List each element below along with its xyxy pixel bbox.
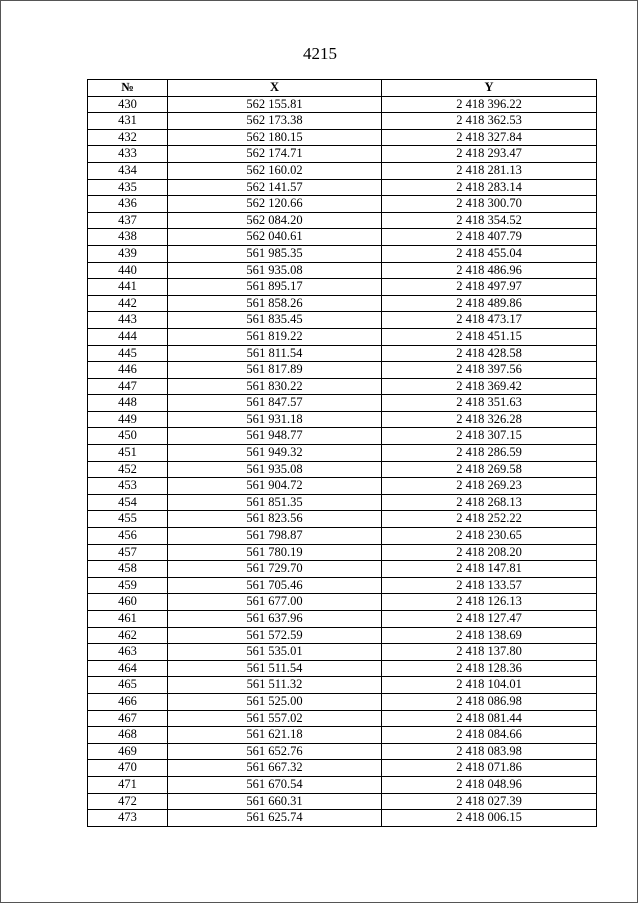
y-coordinate-cell: 2 418 307.15 <box>382 428 597 445</box>
y-coordinate-cell: 2 418 071.86 <box>382 760 597 777</box>
y-coordinate-cell: 2 418 128.36 <box>382 660 597 677</box>
table-row <box>88 279 597 296</box>
table-row <box>88 511 597 528</box>
header-x: X <box>168 80 382 97</box>
table-row <box>88 461 597 478</box>
point-number-cell: 456 <box>88 528 168 545</box>
point-number-cell: 445 <box>88 345 168 362</box>
y-coordinate-cell: 2 418 104.01 <box>382 677 597 694</box>
table-row <box>88 162 597 179</box>
x-coordinate-cell: 561 511.32 <box>168 677 382 694</box>
point-number-cell: 434 <box>88 162 168 179</box>
y-coordinate-cell: 2 418 327.84 <box>382 129 597 146</box>
table-row <box>88 378 597 395</box>
table-row <box>88 727 597 744</box>
header-y: Y <box>382 80 597 97</box>
x-coordinate-cell: 562 040.61 <box>168 229 382 246</box>
table-header-row <box>88 80 597 97</box>
x-coordinate-cell: 561 535.01 <box>168 644 382 661</box>
table-row <box>88 710 597 727</box>
table-row <box>88 362 597 379</box>
table-row <box>88 528 597 545</box>
table-row <box>88 345 597 362</box>
x-coordinate-cell: 561 557.02 <box>168 710 382 727</box>
y-coordinate-cell: 2 418 086.98 <box>382 693 597 710</box>
table-body <box>88 96 597 826</box>
y-coordinate-cell: 2 418 127.47 <box>382 611 597 628</box>
y-coordinate-cell: 2 418 137.80 <box>382 644 597 661</box>
y-coordinate-cell: 2 418 489.86 <box>382 295 597 312</box>
y-coordinate-cell: 2 418 147.81 <box>382 561 597 578</box>
point-number-cell: 457 <box>88 544 168 561</box>
point-number-cell: 433 <box>88 146 168 163</box>
y-coordinate-cell: 2 418 300.70 <box>382 196 597 213</box>
table-row <box>88 328 597 345</box>
table-row <box>88 793 597 810</box>
x-coordinate-cell: 561 847.57 <box>168 395 382 412</box>
point-number-cell: 451 <box>88 445 168 462</box>
point-number-cell: 439 <box>88 245 168 262</box>
x-coordinate-cell: 561 621.18 <box>168 727 382 744</box>
table-row <box>88 312 597 329</box>
y-coordinate-cell: 2 418 006.15 <box>382 810 597 827</box>
point-number-cell: 455 <box>88 511 168 528</box>
y-coordinate-cell: 2 418 351.63 <box>382 395 597 412</box>
table-row <box>88 494 597 511</box>
point-number-cell: 431 <box>88 113 168 130</box>
x-coordinate-cell: 561 652.76 <box>168 743 382 760</box>
y-coordinate-cell: 2 418 083.98 <box>382 743 597 760</box>
x-coordinate-cell: 561 935.08 <box>168 461 382 478</box>
table-row <box>88 96 597 113</box>
point-number-cell: 448 <box>88 395 168 412</box>
page-number: 4215 <box>303 44 337 63</box>
x-coordinate-cell: 562 120.66 <box>168 196 382 213</box>
point-number-cell: 468 <box>88 727 168 744</box>
header-number: № <box>88 80 168 97</box>
point-number-cell: 449 <box>88 411 168 428</box>
table-row <box>88 776 597 793</box>
x-coordinate-cell: 562 155.81 <box>168 96 382 113</box>
x-coordinate-cell: 561 780.19 <box>168 544 382 561</box>
x-coordinate-cell: 561 830.22 <box>168 378 382 395</box>
y-coordinate-cell: 2 418 396.22 <box>382 96 597 113</box>
y-coordinate-cell: 2 418 486.96 <box>382 262 597 279</box>
point-number-cell: 440 <box>88 262 168 279</box>
x-coordinate-cell: 561 705.46 <box>168 577 382 594</box>
x-coordinate-cell: 561 819.22 <box>168 328 382 345</box>
point-number-cell: 450 <box>88 428 168 445</box>
x-coordinate-cell: 561 798.87 <box>168 528 382 545</box>
x-coordinate-cell: 561 949.32 <box>168 445 382 462</box>
point-number-cell: 452 <box>88 461 168 478</box>
y-coordinate-cell: 2 418 326.28 <box>382 411 597 428</box>
point-number-cell: 469 <box>88 743 168 760</box>
x-coordinate-cell: 561 904.72 <box>168 478 382 495</box>
x-coordinate-cell: 561 931.18 <box>168 411 382 428</box>
table-row <box>88 594 597 611</box>
table-row <box>88 693 597 710</box>
y-coordinate-cell: 2 418 133.57 <box>382 577 597 594</box>
x-coordinate-cell: 561 572.59 <box>168 627 382 644</box>
point-number-cell: 432 <box>88 129 168 146</box>
table-row <box>88 411 597 428</box>
point-number-cell: 461 <box>88 611 168 628</box>
y-coordinate-cell: 2 418 473.17 <box>382 312 597 329</box>
y-coordinate-cell: 2 418 208.20 <box>382 544 597 561</box>
table-row <box>88 428 597 445</box>
point-number-cell: 441 <box>88 279 168 296</box>
table-row <box>88 743 597 760</box>
y-coordinate-cell: 2 418 269.23 <box>382 478 597 495</box>
table-row <box>88 577 597 594</box>
point-number-cell: 442 <box>88 295 168 312</box>
point-number-cell: 459 <box>88 577 168 594</box>
point-number-cell: 472 <box>88 793 168 810</box>
x-coordinate-cell: 561 511.54 <box>168 660 382 677</box>
table-row <box>88 262 597 279</box>
x-coordinate-cell: 562 174.71 <box>168 146 382 163</box>
point-number-cell: 473 <box>88 810 168 827</box>
table-row <box>88 295 597 312</box>
x-coordinate-cell: 561 817.89 <box>168 362 382 379</box>
point-number-cell: 444 <box>88 328 168 345</box>
point-number-cell: 470 <box>88 760 168 777</box>
y-coordinate-cell: 2 418 048.96 <box>382 776 597 793</box>
point-number-cell: 446 <box>88 362 168 379</box>
y-coordinate-cell: 2 418 428.58 <box>382 345 597 362</box>
x-coordinate-cell: 561 985.35 <box>168 245 382 262</box>
table-row <box>88 395 597 412</box>
y-coordinate-cell: 2 418 230.65 <box>382 528 597 545</box>
table-row <box>88 760 597 777</box>
x-coordinate-cell: 562 084.20 <box>168 212 382 229</box>
x-coordinate-cell: 561 823.56 <box>168 511 382 528</box>
x-coordinate-cell: 561 677.00 <box>168 594 382 611</box>
x-coordinate-cell: 561 835.45 <box>168 312 382 329</box>
point-number-cell: 464 <box>88 660 168 677</box>
y-coordinate-cell: 2 418 407.79 <box>382 229 597 246</box>
point-number-cell: 430 <box>88 96 168 113</box>
y-coordinate-cell: 2 418 293.47 <box>382 146 597 163</box>
point-number-cell: 438 <box>88 229 168 246</box>
table-row <box>88 229 597 246</box>
x-coordinate-cell: 561 660.31 <box>168 793 382 810</box>
point-number-cell: 447 <box>88 378 168 395</box>
point-number-cell: 453 <box>88 478 168 495</box>
point-number-cell: 463 <box>88 644 168 661</box>
y-coordinate-cell: 2 418 281.13 <box>382 162 597 179</box>
x-coordinate-cell: 561 948.77 <box>168 428 382 445</box>
y-coordinate-cell: 2 418 268.13 <box>382 494 597 511</box>
x-coordinate-cell: 561 525.00 <box>168 693 382 710</box>
y-coordinate-cell: 2 418 451.15 <box>382 328 597 345</box>
x-coordinate-cell: 562 173.38 <box>168 113 382 130</box>
table-row <box>88 561 597 578</box>
y-coordinate-cell: 2 418 269.58 <box>382 461 597 478</box>
table-row <box>88 179 597 196</box>
point-number-cell: 467 <box>88 710 168 727</box>
point-number-cell: 435 <box>88 179 168 196</box>
x-coordinate-cell: 562 180.15 <box>168 129 382 146</box>
point-number-cell: 465 <box>88 677 168 694</box>
table-row <box>88 113 597 130</box>
x-coordinate-cell: 561 667.32 <box>168 760 382 777</box>
table-row <box>88 677 597 694</box>
table-row <box>88 627 597 644</box>
y-coordinate-cell: 2 418 286.59 <box>382 445 597 462</box>
y-coordinate-cell: 2 418 027.39 <box>382 793 597 810</box>
x-coordinate-cell: 561 935.08 <box>168 262 382 279</box>
point-number-cell: 454 <box>88 494 168 511</box>
x-coordinate-cell: 561 895.17 <box>168 279 382 296</box>
point-number-cell: 443 <box>88 312 168 329</box>
table-row <box>88 196 597 213</box>
y-coordinate-cell: 2 418 354.52 <box>382 212 597 229</box>
table-row <box>88 611 597 628</box>
y-coordinate-cell: 2 418 081.44 <box>382 710 597 727</box>
point-number-cell: 437 <box>88 212 168 229</box>
y-coordinate-cell: 2 418 126.13 <box>382 594 597 611</box>
x-coordinate-cell: 561 625.74 <box>168 810 382 827</box>
point-number-cell: 471 <box>88 776 168 793</box>
x-coordinate-cell: 561 670.54 <box>168 776 382 793</box>
point-number-cell: 466 <box>88 693 168 710</box>
coordinates-table <box>87 79 597 827</box>
point-number-cell: 460 <box>88 594 168 611</box>
y-coordinate-cell: 2 418 138.69 <box>382 627 597 644</box>
y-coordinate-cell: 2 418 362.53 <box>382 113 597 130</box>
y-coordinate-cell: 2 418 252.22 <box>382 511 597 528</box>
table-row <box>88 212 597 229</box>
table-row <box>88 146 597 163</box>
x-coordinate-cell: 561 851.35 <box>168 494 382 511</box>
x-coordinate-cell: 561 811.54 <box>168 345 382 362</box>
x-coordinate-cell: 561 729.70 <box>168 561 382 578</box>
table-row <box>88 660 597 677</box>
table-row <box>88 445 597 462</box>
table-row <box>88 644 597 661</box>
table-row <box>88 810 597 827</box>
table-row <box>88 544 597 561</box>
y-coordinate-cell: 2 418 397.56 <box>382 362 597 379</box>
x-coordinate-cell: 561 637.96 <box>168 611 382 628</box>
table-row <box>88 129 597 146</box>
y-coordinate-cell: 2 418 455.04 <box>382 245 597 262</box>
point-number-cell: 436 <box>88 196 168 213</box>
point-number-cell: 462 <box>88 627 168 644</box>
table-row <box>88 245 597 262</box>
y-coordinate-cell: 2 418 369.42 <box>382 378 597 395</box>
y-coordinate-cell: 2 418 084.66 <box>382 727 597 744</box>
x-coordinate-cell: 562 160.02 <box>168 162 382 179</box>
y-coordinate-cell: 2 418 283.14 <box>382 179 597 196</box>
table-row <box>88 478 597 495</box>
y-coordinate-cell: 2 418 497.97 <box>382 279 597 296</box>
x-coordinate-cell: 562 141.57 <box>168 179 382 196</box>
point-number-cell: 458 <box>88 561 168 578</box>
x-coordinate-cell: 561 858.26 <box>168 295 382 312</box>
